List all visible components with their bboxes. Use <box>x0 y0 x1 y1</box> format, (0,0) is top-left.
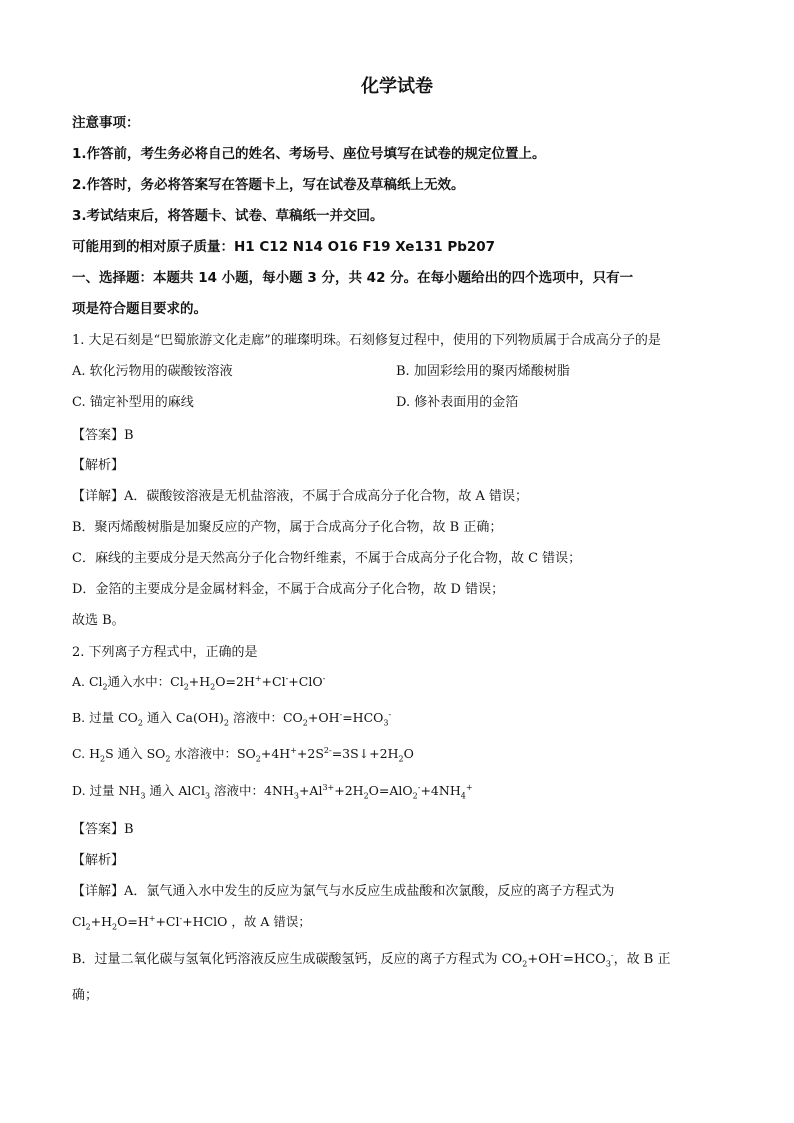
q1-analysis-label: 【解析】 <box>72 458 125 473</box>
notice-item-1: 1.作答前，考生务必将自己的姓名、考场号、座位号填写在试卷的规定位置上。 <box>72 146 546 162</box>
q2-detail-3-tail: ，故 B 正 <box>613 952 671 967</box>
q2-analysis-label: 【解析】 <box>72 853 125 868</box>
q2-option-b: B. 过量 $CO_2$ 通入 $Ca(OH)_2$ 溶液中：$CO_2+OH^-=HCO_3^-$ <box>72 709 392 728</box>
q2-detail-3-lead: B．过量二氧化碳与氢氧化钙溶液反应生成碳酸氢钙，反应的离子方程式为 CO <box>72 952 523 967</box>
q1-detail-c: C．麻线的主要成分是天然高分子化合物纤维素，不属于合成高分子化合物，故 C 错误； <box>72 551 582 566</box>
q2-detail-4: 确； <box>72 988 99 1003</box>
page-title: 化学试卷 <box>361 76 433 97</box>
q2-option-d: D. 过量 $NH_3$ 通入 AlCl$_3$ 溶液中：$4NH_3+Al^{3+}+2H_2O=AlO_2^-+4NH_4^+$ <box>72 782 473 801</box>
q2-detail-3: B．过量二氧化碳与氢氧化钙溶液反应生成碳酸氢钙，反应的离子方程式为 $CO_2+OH^-=HCO_3^-$，故 B 正 <box>72 950 671 969</box>
q2-answer: 【答案】B <box>72 822 134 837</box>
q1-detail-d: D．金箔的主要成分是金属材料金，不属于合成高分子化合物，故 D 错误； <box>72 582 505 597</box>
q1-option-b: B. 加固彩绘用的聚丙烯酸树脂 <box>396 364 570 379</box>
q2-stem: 2. 下列离子方程式中，正确的是 <box>72 645 258 660</box>
q1-conclusion: 故选 B。 <box>72 613 125 628</box>
q1-answer: 【答案】B <box>72 428 134 443</box>
q1-option-d: D. 修补表面用的金箔 <box>396 395 519 410</box>
q1-option-c: C. 锚定补型用的麻线 <box>72 395 194 410</box>
q2-detail-2: $Cl_2+H_2O=H^++Cl^-+HClO$ ，故 A 错误； <box>72 913 311 932</box>
notice-item-2: 2.作答时，务必将答案写在答题卡上，写在试卷及草稿纸上无效。 <box>72 177 465 193</box>
notice-item-3: 3.考试结束后，将答题卡、试卷、草稿纸一并交回。 <box>72 208 384 224</box>
q1-detail-b: B．聚丙烯酸树脂是加聚反应的产物，属于合成高分子化合物，故 B 正确； <box>72 520 503 535</box>
q2-option-a: A. $Cl_2$通入水中：$Cl_2+H_2O=2H^++Cl^-+ClO^-$ <box>72 673 326 692</box>
q2-detail-1: 【详解】A．氯气通入水中发生的反应为氯气与水反应生成盐酸和次氯酸，反应的离子方程式为 <box>72 884 615 899</box>
q1-detail-a: 【详解】A．碳酸铵溶液是无机盐溶液，不属于合成高分子化合物，故 A 错误； <box>72 489 529 504</box>
q1-stem: 1. 大足石刻是“巴蜀旅游文化走廊”的璀璨明珠。石刻修复过程中，使用的下列物质属于合成高分子的是 <box>72 333 661 348</box>
notice-heading: 注意事项： <box>72 115 140 131</box>
q2-option-c: C. $H_2S$ 通入 $SO_2$ 水溶液中：$SO_2+4H^++2S^{2-}=3S↓+2H_2O$ <box>72 745 414 764</box>
atomic-masses: 可能用到的相对原子质量：H1 C12 N14 O16 F19 Xe131 Pb207 <box>72 239 496 255</box>
section-heading-line-2: 项是符合题目要求的。 <box>72 301 207 317</box>
q1-option-a: A. 软化污物用的碳酸铵溶液 <box>72 364 233 379</box>
section-heading-line-1: 一、选择题：本题共 14 小题，每小题 3 分，共 42 分。在每小题给出的四个选项中，只有一 <box>72 270 634 286</box>
